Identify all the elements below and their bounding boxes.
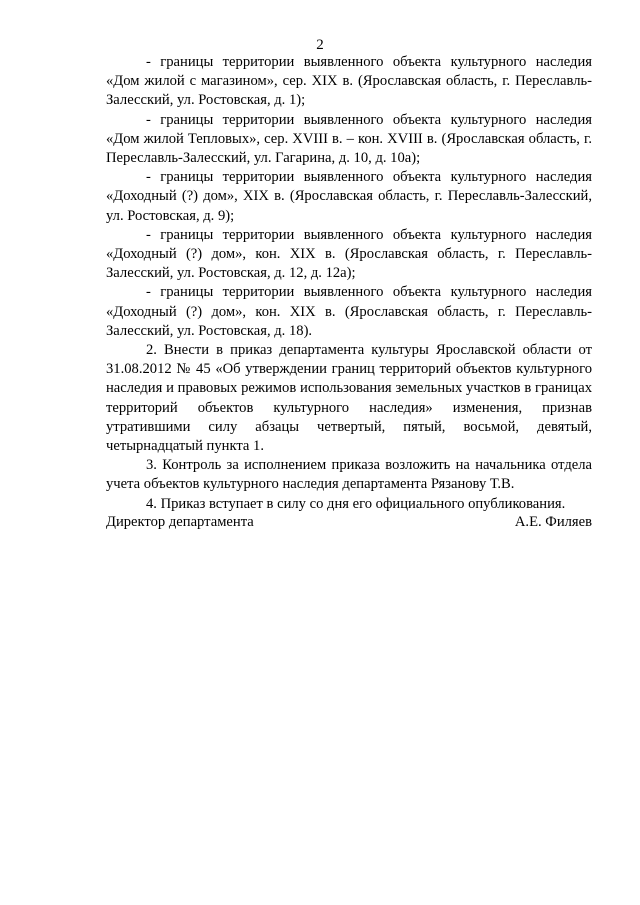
paragraph-item-3: 3. Контроль за исполнением приказа возложить на начальника отдела учета объектов культурного наследия департамента Рязанову Т.В. (106, 457, 592, 493)
paragraph-item-4: 4. Приказ вступает в силу со дня его официального опубликования. (146, 495, 566, 512)
paragraph-boundary-4: - границы территории выявленного объекта культурного наследия «Доходный (?) дом», кон. XIX в. (Ярославская область, г. Переславль-Залесский, ул. Ростовская, д. 12, д. 12а); (106, 226, 592, 282)
page-number: 2 (316, 37, 324, 53)
paragraph-boundary-2: - границы территории выявленного объекта культурного наследия «Дом жилой Тепловых», сер. XVIII в. – кон. XVIII в. (Ярославская область, г. Переславль-Залесский, ул. Гагарина, д. 10, д. 10а); (106, 111, 592, 167)
paragraph-boundary-3: - границы территории выявленного объекта культурного наследия «Доходный (?) дом», XIX в. (Ярославская область, г. Переславль-Залесский, ул. Ростовская, д. 9); (106, 169, 592, 224)
signatory-name: А.Е. Филяев (514, 514, 592, 530)
signatory-role: Директор департамента (106, 514, 254, 530)
paragraph-boundary-1: - границы территории выявленного объекта культурного наследия «Дом жилой с магазином», сер. XIX в. (Ярославская область, г. Переславль-Залесский, ул. Ростовская, д. 1); (106, 54, 592, 109)
paragraph-boundary-5: - границы территории выявленного объекта культурного наследия «Доходный (?) дом», кон. XIX в. (Ярославская область, г. Переславль-Залесский, ул. Ростовская, д. 18). (106, 284, 592, 339)
document-body (106, 53, 592, 514)
paragraph-item-2: 2. Внести в приказ департамента культуры Ярославской области от 31.08.2012 № 45 «Об утверждении границ территорий объектов культурного наследия и правовых режимов использования земельных участков в границах территорий объектов культурного наследия» изменения, признав утратившими силу абзацы четвертый, пятый, восьмой, девятый, четырнадцатый пункта 1. (106, 342, 592, 455)
